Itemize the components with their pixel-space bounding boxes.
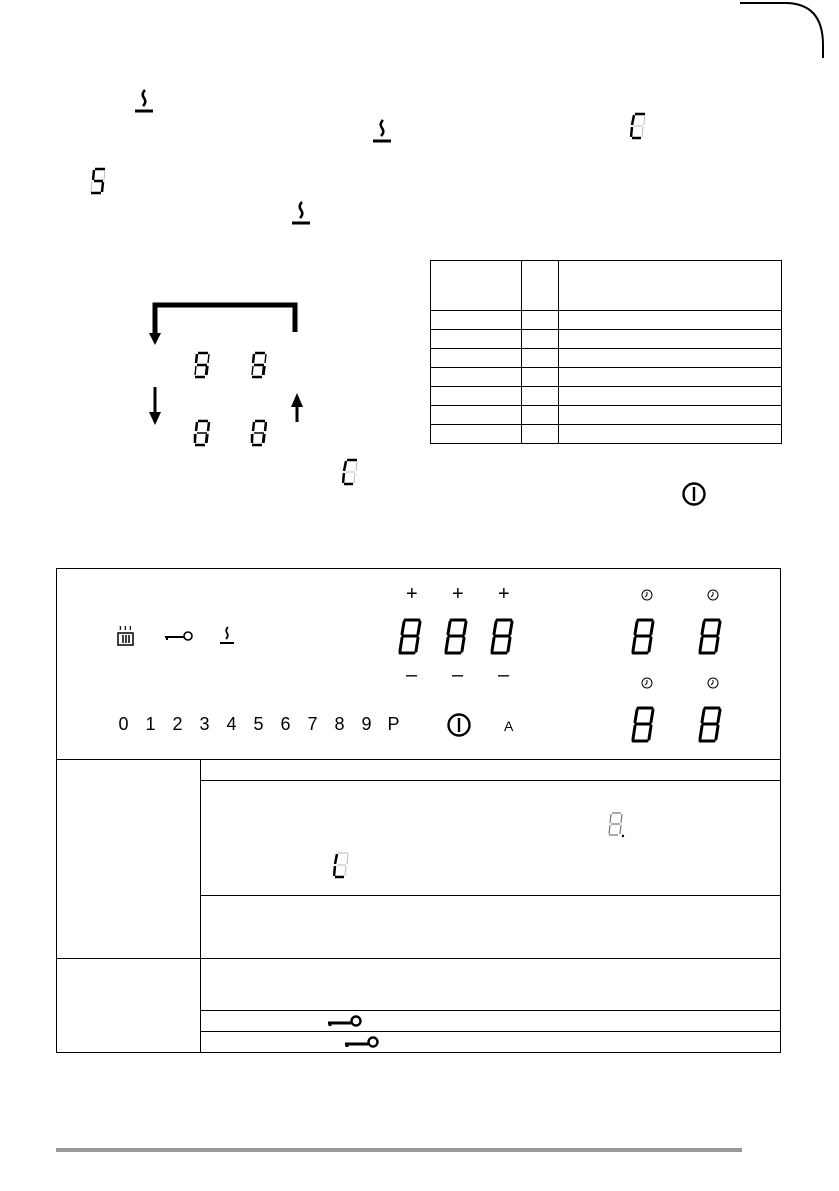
- level-key[interactable]: 9: [361, 714, 372, 734]
- segment-l-icon: [333, 851, 351, 879]
- power-button-icon[interactable]: [446, 712, 472, 738]
- segment-8-dim-icon: [606, 811, 626, 839]
- timer-icon: [641, 677, 653, 689]
- level-key[interactable]: 0: [118, 714, 129, 734]
- residual-heat-icon: [133, 86, 155, 114]
- residual-heat-icon: [218, 624, 236, 646]
- level-key[interactable]: 8: [334, 714, 345, 734]
- level-key[interactable]: 7: [307, 714, 318, 734]
- footer-bar: [56, 1148, 742, 1152]
- timer-display: [628, 617, 738, 657]
- minus-button[interactable]: –: [498, 664, 510, 686]
- residual-heat-icon: [290, 198, 312, 226]
- key-lock-icon: [327, 1014, 363, 1028]
- level-key[interactable]: 6: [280, 714, 291, 734]
- key-lock-icon: [164, 628, 194, 642]
- level-key[interactable]: 4: [226, 714, 237, 734]
- hood-icon: [115, 626, 137, 648]
- description-table: [56, 759, 781, 1053]
- timer-display: [628, 705, 738, 745]
- zone-cycle-diagram: [140, 295, 370, 455]
- power-level-selector: [110, 714, 407, 735]
- plus-button[interactable]: +: [452, 583, 464, 605]
- level-key[interactable]: 1: [145, 714, 156, 734]
- plus-button[interactable]: +: [406, 583, 418, 605]
- level-key[interactable]: 3: [199, 714, 210, 734]
- residual-heat-icon: [371, 116, 393, 144]
- level-key[interactable]: 5: [253, 714, 264, 734]
- plus-button[interactable]: +: [498, 583, 510, 605]
- power-level-display: [395, 617, 525, 657]
- page-corner-mark: [740, 0, 839, 60]
- minus-button[interactable]: –: [406, 664, 418, 686]
- timer-icon: [707, 677, 719, 689]
- settings-table: [430, 260, 782, 444]
- minus-button[interactable]: –: [452, 664, 464, 686]
- timer-icon: [641, 589, 653, 601]
- segment-c-icon: [342, 458, 360, 486]
- level-key[interactable]: P: [387, 714, 400, 734]
- auto-button[interactable]: A: [504, 718, 514, 734]
- level-key[interactable]: 2: [172, 714, 183, 734]
- segment-c-icon: [630, 112, 648, 140]
- timer-icon: [707, 589, 719, 601]
- segment-5-icon: [90, 167, 108, 195]
- key-lock-icon: [344, 1035, 380, 1049]
- power-icon: [681, 481, 707, 507]
